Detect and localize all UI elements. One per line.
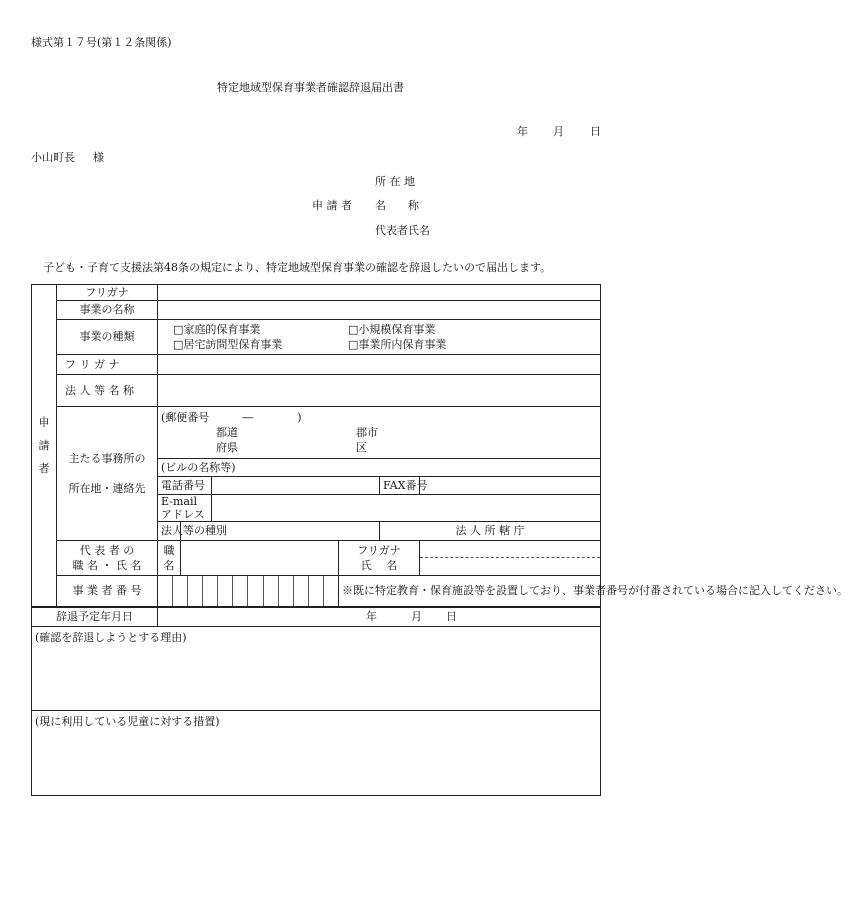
withdraw-date-field[interactable] (158, 608, 601, 627)
rep-label-line2: 職 名 ・ 氏 名 (72, 559, 142, 572)
phone-field[interactable] (212, 477, 380, 495)
reason-field[interactable] (32, 627, 601, 711)
corp-furigana-field[interactable] (158, 355, 601, 375)
rep-furigana-label: フリガナ (357, 544, 401, 557)
email-label-line1: E-mail (161, 495, 197, 508)
page-title: 特定地域型保育事業者確認辞退届出書 (217, 81, 404, 94)
reason-label: (確認を辞退しようとする理由) (35, 631, 187, 644)
job-title-field[interactable] (181, 541, 339, 576)
number-box[interactable] (309, 576, 324, 606)
building-name-field[interactable] (158, 459, 601, 477)
city-line1: 郡市 (356, 426, 378, 439)
building-label: (ビルの名称等) (161, 460, 236, 474)
side-char-1: 申 (38, 416, 50, 429)
representative-label: 代表者氏名 (375, 224, 430, 237)
withdrawal-table (31, 607, 601, 796)
addressee: 小山町長 (31, 151, 75, 164)
business-name-field[interactable] (158, 301, 601, 320)
fax-field[interactable] (420, 477, 601, 495)
corp-type-label: 法人等の種別 (158, 522, 181, 541)
withdraw-day: 日 (446, 610, 457, 624)
corp-name-field[interactable] (158, 375, 601, 407)
number-box[interactable] (218, 576, 233, 606)
withdraw-year: 年 (366, 610, 377, 624)
business-name-label: 事業の名称 (57, 301, 158, 320)
type-visit-checkbox[interactable]: □居宅訪問型保育事業 (173, 338, 283, 351)
job-title-label (158, 541, 181, 576)
side-char-2: 請 (38, 439, 50, 452)
fax-label: FAX番号 (380, 477, 420, 495)
type-small-checkbox[interactable]: □小規模保育事業 (348, 323, 436, 336)
email-label (158, 495, 212, 522)
number-box[interactable] (173, 576, 188, 606)
rep-label-line1: 代 表 者 の (79, 544, 135, 557)
corp-furigana-label: フ リ ガ ナ (57, 355, 158, 375)
representative-title-name-label (57, 541, 158, 576)
measures-field[interactable] (32, 711, 601, 796)
number-box[interactable] (324, 576, 338, 606)
corp-name-label: 法 人 等 名 称 (57, 375, 158, 407)
prefecture-line1: 都道 (216, 426, 238, 439)
number-box[interactable] (294, 576, 309, 606)
date-day: 日 (590, 125, 601, 138)
rep-name-field[interactable] (420, 541, 601, 576)
authority-label: 法 人 所 轄 庁 (380, 522, 601, 541)
date-year: 年 (517, 125, 528, 138)
number-box[interactable] (188, 576, 203, 606)
office-label (57, 407, 158, 541)
applicant-label: 申 請 者 (312, 199, 352, 212)
business-type-options (158, 320, 601, 355)
application-form-table (31, 284, 848, 607)
number-box[interactable] (203, 576, 218, 606)
withdraw-date-label: 辞退予定年月日 (32, 608, 158, 627)
name-label: 名 称 (375, 199, 419, 212)
withdraw-month: 月 (411, 610, 422, 624)
job-title-char2: 名 (163, 559, 175, 572)
office-label-line2: 所在地・連絡先 (68, 481, 146, 495)
form-number: 様式第１７号(第１２条関係) (31, 36, 172, 49)
statement: 子ども・子育て支援法第48条の規定により、特定地域型保育事業の確認を辞退したいので届出します。 (43, 261, 552, 274)
type-workplace-checkbox[interactable]: □事業所内保育事業 (348, 338, 447, 351)
city-line2: 区 (356, 441, 367, 454)
number-box[interactable] (248, 576, 263, 606)
measures-label: (現に利用している児童に対する措置) (35, 715, 220, 728)
rep-name-labels (339, 541, 420, 576)
email-field[interactable] (212, 495, 601, 522)
office-address-field[interactable] (158, 407, 601, 459)
rep-name-label: 氏 名 (360, 559, 398, 572)
postal-code-label: (郵便番号 ― ) (161, 411, 302, 424)
number-box[interactable] (279, 576, 294, 606)
email-label-line2: アドレス (161, 508, 205, 521)
side-char-3: 者 (38, 462, 50, 475)
address-label: 所 在 地 (375, 175, 415, 188)
number-box[interactable] (158, 576, 173, 606)
business-number-label: 事 業 者 番 号 (57, 576, 158, 607)
business-number-note: ※既に特定教育・保育施設等を設置しており、事業者番号が付番されている場合に記入してください。 (339, 576, 601, 607)
business-number-boxes[interactable] (158, 576, 339, 607)
applicant-side-label (32, 285, 57, 607)
business-type-label: 事業の種類 (57, 320, 158, 355)
furigana-label: フリガナ (57, 285, 158, 301)
number-box[interactable] (233, 576, 248, 606)
type-home-checkbox[interactable]: □家庭的保育事業 (173, 323, 261, 336)
business-furigana-field[interactable] (158, 285, 601, 301)
phone-label: 電話番号 (158, 477, 212, 495)
prefecture-line2: 府県 (216, 441, 238, 454)
number-box[interactable] (264, 576, 279, 606)
job-title-char1: 職 (163, 544, 175, 557)
office-label-line1: 主たる事務所の (68, 451, 146, 465)
date-month: 月 (553, 125, 564, 138)
addressee-suffix: 様 (93, 151, 104, 164)
